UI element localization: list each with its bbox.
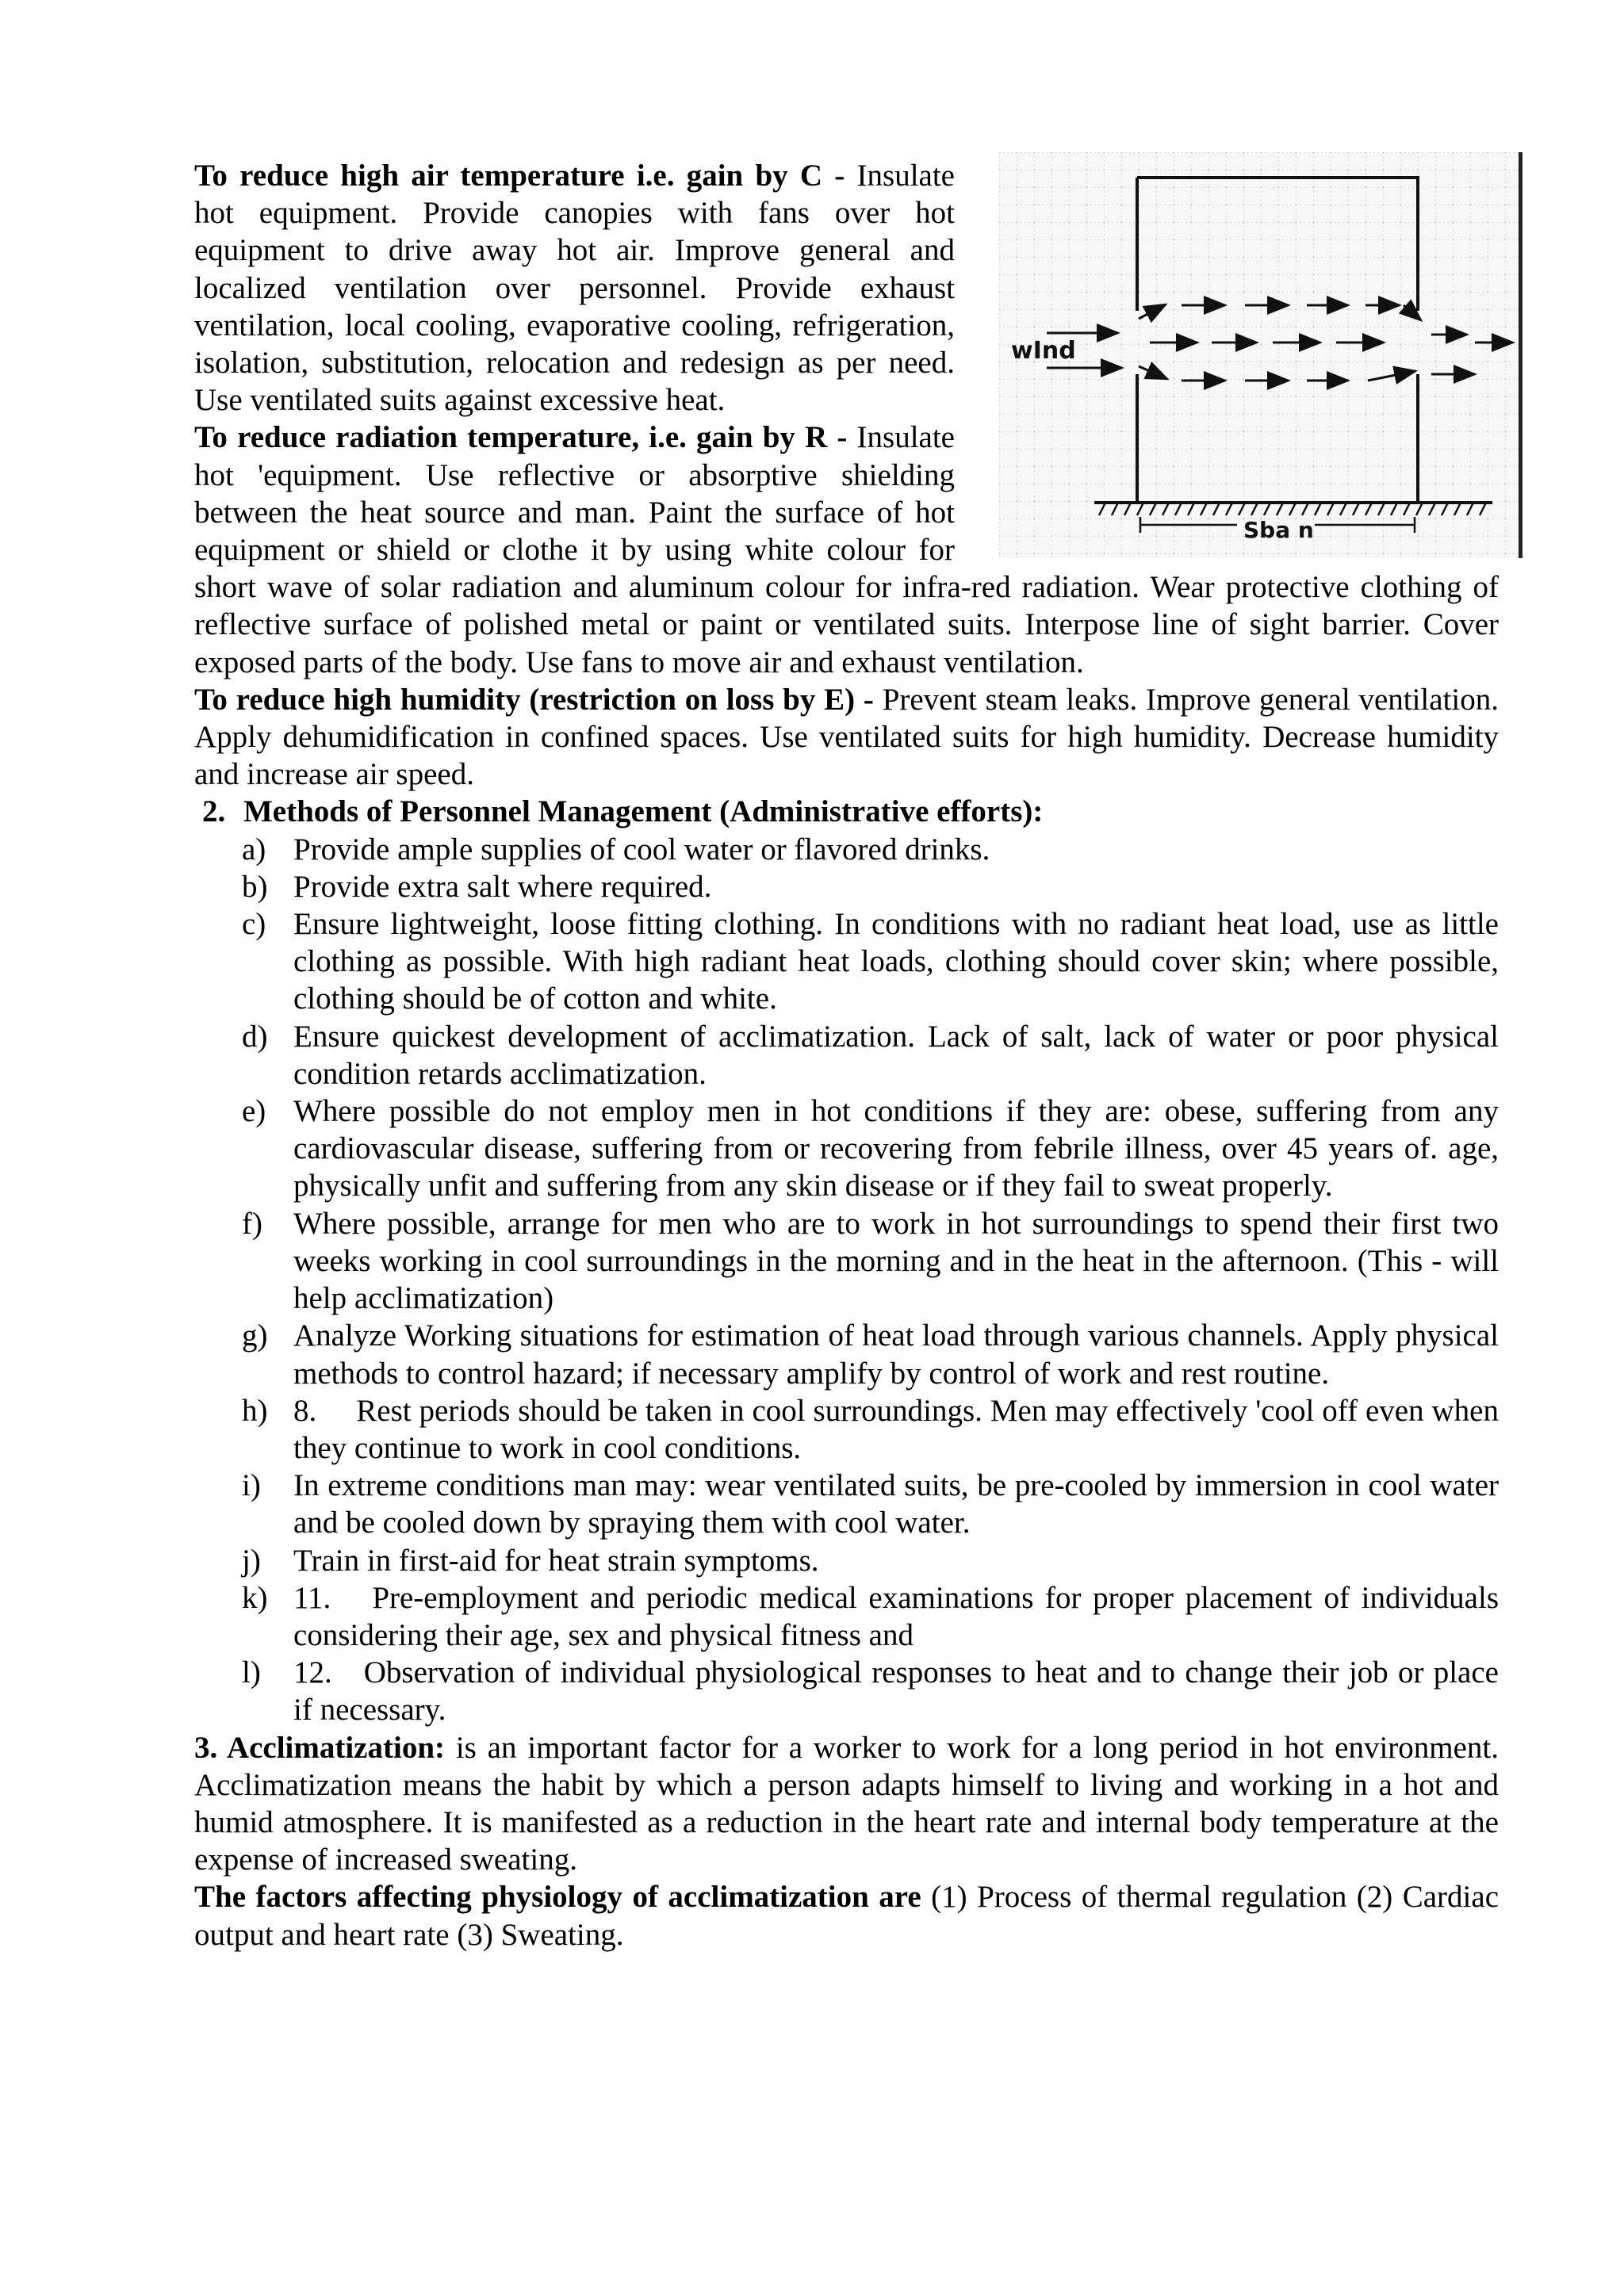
list-item-marker: j) bbox=[242, 1543, 261, 1578]
list-item bbox=[194, 1018, 1499, 1093]
acclimatization-body: is an important factor for a worker to work for a long period in hot environment. Acclimatization means the habit by which a person adapts himself to living and working in a hot and humid atmosphere. It is manifested as a reduction in the heart rate and internal body temperature at the expense of increased sweating. bbox=[194, 1730, 1499, 1877]
list-item-text: Observation of individual physiological responses to heat and to change their job or place if necessary. bbox=[293, 1655, 1499, 1728]
list-item-text: Where possible do not employ men in hot conditions if they are: obese, suffering from any cardiovascular disease, suffering from or recovering from febrile illness, over 45 years of. age, physically unfit and suffering from any skin disease or if they fail to sweat properly. bbox=[293, 1094, 1499, 1203]
list-item-text: Rest periods should be taken in cool surroundings. Men may effectively 'cool off even when they continue to work in cool conditions. bbox=[293, 1393, 1499, 1465]
list-item-text: Ensure lightweight, loose fitting clothing. In conditions with no radiant heat load, use as little clothing as possible. With high radiant heat loads, clothing should cover skin; where possible, clothing should be of cotton and white. bbox=[293, 907, 1499, 1016]
humidity-heading: To reduce high humidity (restriction on loss by E) - bbox=[194, 682, 874, 717]
list-item-marker: e) bbox=[242, 1094, 266, 1129]
list-item bbox=[194, 1317, 1499, 1391]
personnel-management-list bbox=[194, 831, 1499, 1729]
air-temperature-heading: To reduce high air temperature i.e. gain by C - bbox=[194, 159, 845, 193]
wind-span-figure bbox=[999, 152, 1522, 558]
list-item-marker: f) bbox=[242, 1206, 262, 1241]
humidity-body: Prevent steam leaks. Improve general ventilation. Apply dehumidification in confined spaces. Use ventilated suits for high humidity. Decrease humidity and increase air speed. bbox=[194, 682, 1499, 792]
list-item-marker: g) bbox=[242, 1318, 268, 1353]
list-item-number: 11. bbox=[293, 1580, 331, 1615]
list-item-marker: b) bbox=[242, 869, 268, 904]
list-item-number: 12. bbox=[293, 1655, 332, 1690]
span-label: Sba n bbox=[1243, 517, 1314, 543]
list-item-text: Analyze Working situations for estimation of heat load through various channels. Apply physical methods to control hazard; if necessary amplify by control of work and rest routine. bbox=[293, 1318, 1499, 1391]
list-item bbox=[194, 831, 1499, 868]
list-item bbox=[194, 1392, 1499, 1467]
list-item bbox=[194, 905, 1499, 1018]
list-item-text: Ensure quickest development of acclimatization. Lack of salt, lack of water or poor physical condition retards acclimatization. bbox=[293, 1019, 1499, 1091]
list-item-text: Train in first-aid for heat strain symptoms. bbox=[293, 1543, 819, 1578]
document-body bbox=[194, 157, 1499, 1954]
list-item-text: In extreme conditions man may: wear ventilated suits, be pre-cooled by immersion in cool water and be cooled down by spraying them with cool water. bbox=[293, 1468, 1499, 1540]
factors-paragraph bbox=[194, 1878, 1499, 1953]
list-item bbox=[194, 1093, 1499, 1205]
graph-paper-grid bbox=[999, 152, 1522, 558]
factors-body: (1) Process of thermal regulation (2) Cardiac output and heart rate (3) Sweating. bbox=[194, 1880, 1500, 1952]
list-item-text: Where possible, arrange for men who are to work in hot surroundings to spend their first two weeks working in cool surroundings in the morning and in the heat in the afternoon. (This - will help acclimatization) bbox=[293, 1206, 1499, 1316]
list-item bbox=[194, 1654, 1499, 1728]
section-2-number: 2. bbox=[202, 794, 226, 829]
list-item-text: Pre-employment and periodic medical examinations for proper placement of individuals considering their age, sex and physical fitness and bbox=[293, 1580, 1499, 1652]
air-temperature-body: Insulate hot equipment. Provide canopies with fans over hot equipment to drive away hot air. Improve general and localized ventilation over personnel. Provide exhaust ventilation, local cooling, evaporative cooling, refrigeration, isolation, substitution, relocation and redesign as per need. Use ventilated suits against excessive heat. bbox=[194, 159, 955, 418]
list-item-text: Provide ample supplies of cool water or flavored drinks. bbox=[293, 832, 990, 867]
list-item bbox=[194, 1467, 1499, 1541]
list-item-marker: i) bbox=[242, 1468, 261, 1503]
humidity-paragraph bbox=[194, 681, 1499, 794]
list-item-marker: h) bbox=[242, 1393, 268, 1428]
section-2-heading bbox=[202, 793, 1499, 830]
list-item-marker: c) bbox=[242, 907, 266, 942]
list-item-text: Provide extra salt where required. bbox=[293, 869, 712, 904]
list-item-marker: a) bbox=[242, 832, 266, 867]
factors-heading: The factors affecting physiology of acclimatization are bbox=[194, 1880, 921, 1915]
acclimatization-heading: 3. Acclimatization: bbox=[194, 1730, 445, 1765]
scan-edge bbox=[1519, 152, 1522, 558]
list-item-marker: d) bbox=[242, 1019, 268, 1054]
acclimatization-paragraph bbox=[194, 1729, 1499, 1879]
radiation-heading: To reduce radiation temperature, i.e. gain by R - bbox=[194, 420, 848, 455]
wind-label: wInd bbox=[1011, 337, 1076, 365]
list-item bbox=[194, 1542, 1499, 1579]
list-item bbox=[194, 1205, 1499, 1318]
wind-span-diagram bbox=[999, 152, 1522, 558]
list-item-marker: l) bbox=[242, 1655, 261, 1690]
list-item bbox=[194, 868, 1499, 905]
list-item bbox=[194, 1579, 1499, 1654]
list-item-number: 8. bbox=[293, 1393, 317, 1428]
radiation-body: Insulate hot 'equipment. Use reflective or absorptive shielding between the heat source and man. Paint the surface of hot equipment or shield or clothe it by using white colour for short wave of solar radiation and aluminum colour for infra-red radiation. Wear protective clothing of reflective surface of polished metal or paint or ventilated suits. Interpose line of sight barrier. Cover exposed parts of the body. Use fans to move air and exhaust ventilation. bbox=[194, 420, 1499, 679]
section-2-title: Methods of Personnel Management (Administrative efforts): bbox=[243, 794, 1044, 829]
list-item-marker: k) bbox=[242, 1580, 268, 1615]
